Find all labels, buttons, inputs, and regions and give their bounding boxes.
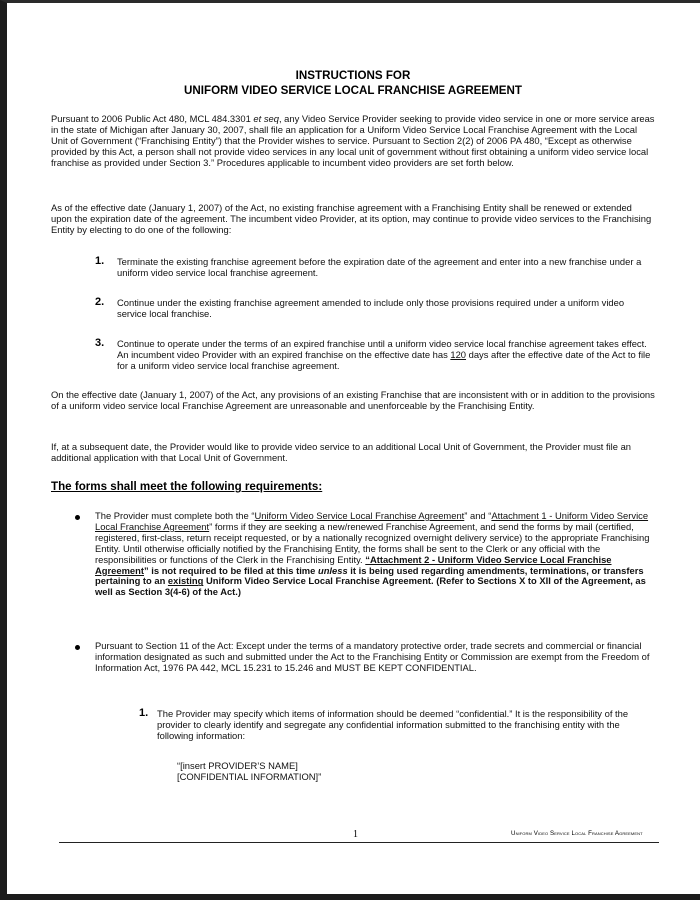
- bullet-icon: [75, 515, 80, 520]
- footer-divider: [59, 842, 659, 843]
- requirement-forms-bullet: The Provider must complete both the “Uniform Video Service Local Franchise Agreement” and “Attachment 1 - Uniform Video Service Local Franchise Agreement” forms if they are seeking a new/renewed Franchise Agreement, and send the forms by mail (certified, registered, first-class, return receipt requested, or by a nationally recognized overnight delivery service) to the appropriate Franchising Entity. Until otherwise officially notified by the Franchising Entity, the forms shall be sent to the Clerk or any official with the responsibilities or functions of the Clerk in the Franchising Entity. “Attachment 2 - Uniform Video Service Local Franchise Agreement” is not required to be filed at this time unless it is being used regarding amendments, terminations, or transfers pertaining to an existing Uniform Video Service Local Franchise Agreement. (Refer to Sections X to XII of the Agreement, as well as Section 3(4-6) of the Act.): [95, 510, 650, 598]
- document-title-line-1: INSTRUCTIONS FOR: [295, 69, 411, 82]
- paragraph-additional-unit: If, at a subsequent date, the Provider would like to provide video service to an additional Local Unit of Government, the Provider must file an additional application with that Local Unit of Government.: [51, 441, 632, 463]
- document-title-line-2: UNIFORM VIDEO SERVICE LOCAL FRANCHISE AGREEMENT: [184, 84, 522, 97]
- intro-paragraph-1: Pursuant to 2006 Public Act 480, MCL 484.3301 et seq, any Video Service Provider seeking to provide video service in one or more service areas in the state of Michigan after January 30, 2007, shall file an application for a Uniform Video Service Local Franchise Agreement with the Local Unit of Government (“Franchising Entity”) that the Provider wishes to service. Pursuant to Section 2(2) of 2006 PA 480, “Except as otherwise provided by this Act, a person shall not provide video services in any local unit of government without first obtaining a uniform video service local franchise as provided under Section 3.” Procedures applicable to incumbent video providers are set forth below.: [51, 113, 655, 168]
- sub-item-1-text: The Provider may specify which items of information should be deemed “confidential.” It is the responsibility of the provider to clearly identify and segregate any confidential information submitted to the franchising entity with the following information:: [157, 708, 629, 741]
- page-number: 1: [353, 829, 358, 840]
- paragraph-inconsistent-provisions: On the effective date (January 1, 2007) of the Act, any provisions of an existing Franchise that are inconsistent with or in addition to the provisions of a uniform video service local Franchise Agreement are unreasonable and unenforceable by the Franchising Entity.: [51, 389, 655, 411]
- sub-item-1-number: 1.: [139, 707, 149, 719]
- option-3-number: 3.: [95, 337, 105, 349]
- requirements-heading: The forms shall meet the following requirements:: [51, 480, 323, 493]
- option-2-text: Continue under the existing franchise agreement amended to include only those provisions required under a uniform video service local franchise.: [117, 297, 625, 319]
- running-footer-title: Uniform Video Service Local Franchise Agreement: [511, 830, 643, 837]
- option-2-number: 2.: [95, 296, 105, 308]
- confidential-label-line-1: “[insert PROVIDER’S NAME]: [177, 760, 298, 771]
- confidential-label-line-2: [CONFIDENTIAL INFORMATION]”: [177, 771, 322, 782]
- bullet-icon: [75, 645, 80, 650]
- option-1-text: Terminate the existing franchise agreement before the expiration date of the agreement and enter into a new franchise under a uniform video service local franchise agreement.: [117, 256, 642, 278]
- requirement-confidential-bullet: Pursuant to Section 11 of the Act: Except under the terms of a mandatory protective order, trade secrets and commercial or financial information designated as such and submitted under the Act to the Franchising Entity or Commission are exempt from the Freedom of Information Act, 1976 PA 442, MCL 15.231 to 15.246 and MUST BE KEPT CONFIDENTIAL.: [95, 640, 650, 673]
- option-3-text: Continue to operate under the terms of an expired franchise until a uniform video service local franchise agreement takes effect. An incumbent video Provider with an expired franchise on the effective date has 120 days after the effective date of the Act to file for a uniform video service local franchise agreement.: [117, 338, 651, 371]
- option-1-number: 1.: [95, 255, 105, 267]
- intro-paragraph-2: As of the effective date (January 1, 2007) of the Act, no existing franchise agreement with a Franchising Entity shall be renewed or extended upon the expiration date of the agreement. The incumbent video Provider, at its option, may continue to provide video services to the Franchising Entity by electing to do one of the following:: [51, 202, 652, 235]
